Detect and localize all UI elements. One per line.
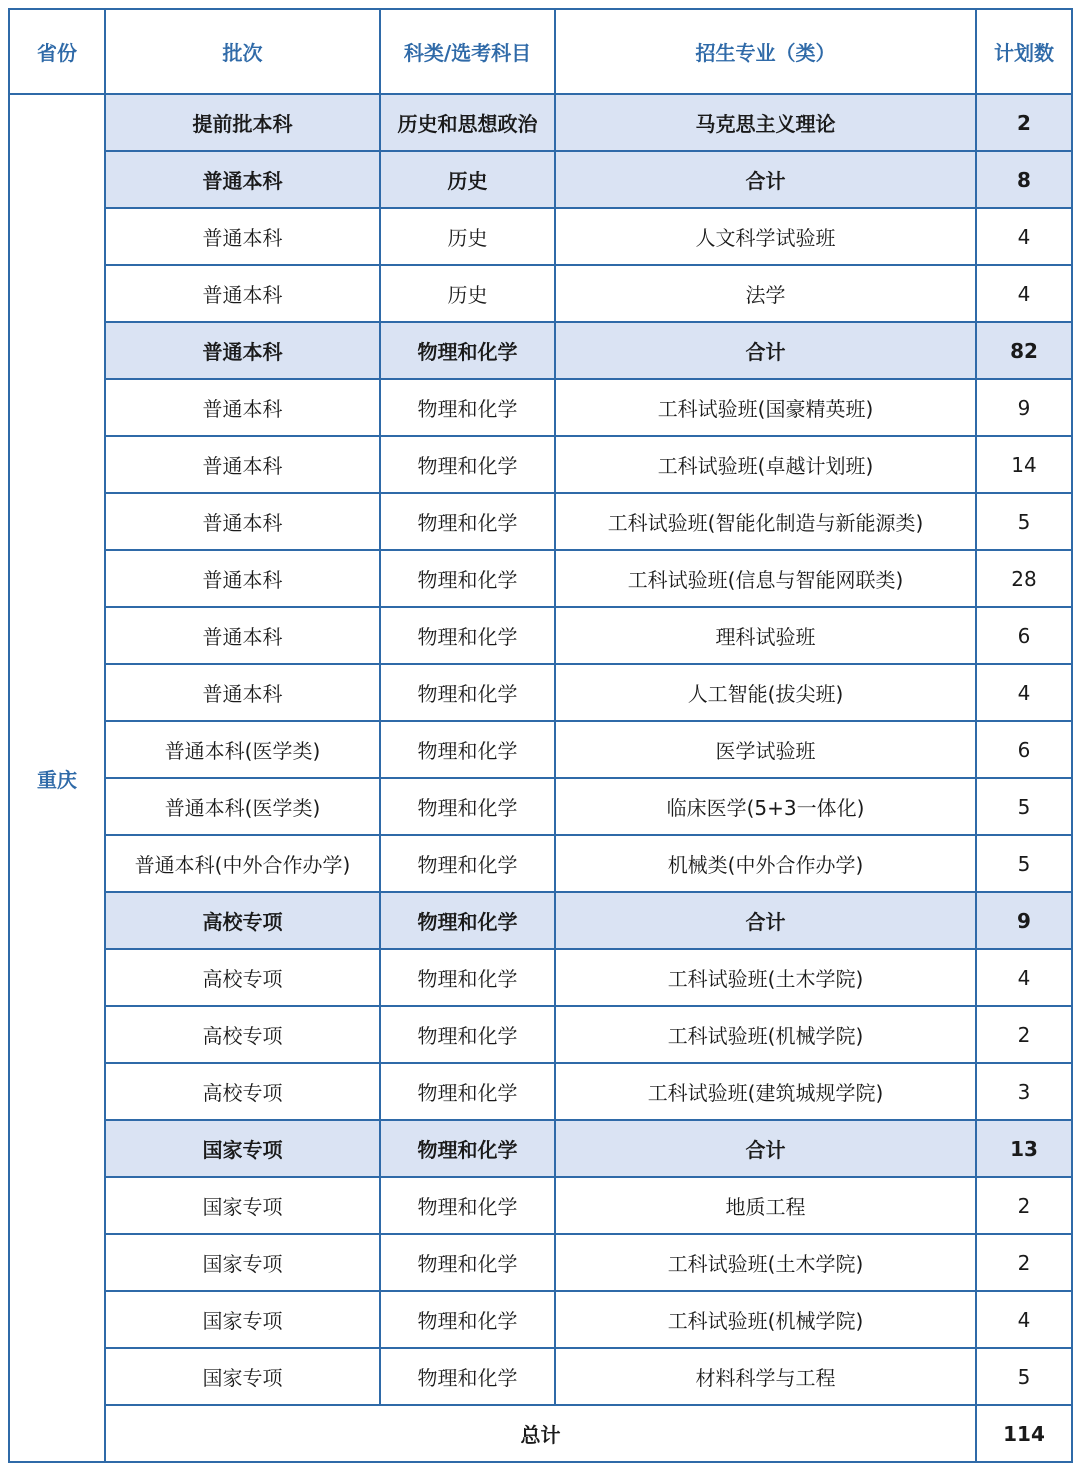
total-count: 114 — [976, 1405, 1072, 1462]
major-cell: 马克思主义理论 — [555, 94, 976, 151]
subject-cell: 物理和化学 — [380, 778, 555, 835]
count-cell: 4 — [976, 949, 1072, 1006]
major-cell: 理科试验班 — [555, 607, 976, 664]
major-cell: 工科试验班(信息与智能网联类) — [555, 550, 976, 607]
count-cell: 13 — [976, 1120, 1072, 1177]
major-cell: 工科试验班(建筑城规学院) — [555, 1063, 976, 1120]
major-cell: 工科试验班(国豪精英班) — [555, 379, 976, 436]
subject-cell: 物理和化学 — [380, 1234, 555, 1291]
batch-cell: 高校专项 — [105, 1006, 380, 1063]
subject-cell: 物理和化学 — [380, 1063, 555, 1120]
header-major: 招生专业（类） — [555, 9, 976, 94]
count-cell: 2 — [976, 1234, 1072, 1291]
major-cell: 材料科学与工程 — [555, 1348, 976, 1405]
table-row — [9, 550, 1072, 607]
table-row-subtotal — [9, 151, 1072, 208]
table-row-total — [9, 1405, 1072, 1462]
count-cell: 6 — [976, 607, 1072, 664]
table-row — [9, 436, 1072, 493]
batch-cell: 国家专项 — [105, 1177, 380, 1234]
count-cell: 2 — [976, 94, 1072, 151]
subject-cell: 物理和化学 — [380, 664, 555, 721]
major-cell: 医学试验班 — [555, 721, 976, 778]
subject-cell: 物理和化学 — [380, 379, 555, 436]
table-row — [9, 208, 1072, 265]
major-cell: 合计 — [555, 322, 976, 379]
table-row — [9, 1234, 1072, 1291]
subject-cell: 物理和化学 — [380, 1348, 555, 1405]
count-cell: 4 — [976, 265, 1072, 322]
batch-cell: 普通本科 — [105, 265, 380, 322]
subject-cell: 物理和化学 — [380, 949, 555, 1006]
table-row — [9, 1177, 1072, 1234]
batch-cell: 普通本科 — [105, 208, 380, 265]
batch-cell: 普通本科 — [105, 493, 380, 550]
batch-cell: 普通本科 — [105, 379, 380, 436]
batch-cell: 普通本科 — [105, 436, 380, 493]
count-cell: 8 — [976, 151, 1072, 208]
batch-cell: 高校专项 — [105, 949, 380, 1006]
count-cell: 3 — [976, 1063, 1072, 1120]
count-cell: 5 — [976, 835, 1072, 892]
major-cell: 工科试验班(土木学院) — [555, 949, 976, 1006]
major-cell: 工科试验班(卓越计划班) — [555, 436, 976, 493]
count-cell: 2 — [976, 1177, 1072, 1234]
table-row — [9, 778, 1072, 835]
table-header-row — [9, 9, 1072, 94]
batch-cell: 普通本科 — [105, 322, 380, 379]
table-row — [9, 1006, 1072, 1063]
enrollment-plan-table — [8, 8, 1073, 1463]
province-cell: 重庆 — [9, 94, 105, 1462]
table-row-subtotal — [9, 1120, 1072, 1177]
batch-cell: 普通本科 — [105, 664, 380, 721]
batch-cell: 国家专项 — [105, 1234, 380, 1291]
major-cell: 人文科学试验班 — [555, 208, 976, 265]
total-label: 总计 — [105, 1405, 976, 1462]
batch-cell: 普通本科 — [105, 607, 380, 664]
table-row — [9, 265, 1072, 322]
table-row — [9, 1348, 1072, 1405]
batch-cell: 高校专项 — [105, 1063, 380, 1120]
subject-cell: 物理和化学 — [380, 892, 555, 949]
subject-cell: 历史和思想政治 — [380, 94, 555, 151]
count-cell: 5 — [976, 1348, 1072, 1405]
table-row — [9, 721, 1072, 778]
count-cell: 9 — [976, 892, 1072, 949]
subject-cell: 物理和化学 — [380, 1120, 555, 1177]
count-cell: 82 — [976, 322, 1072, 379]
table-body — [9, 94, 1072, 1462]
count-cell: 5 — [976, 778, 1072, 835]
table-row — [9, 379, 1072, 436]
count-cell: 4 — [976, 208, 1072, 265]
major-cell: 合计 — [555, 892, 976, 949]
batch-cell: 普通本科(医学类) — [105, 778, 380, 835]
count-cell: 5 — [976, 493, 1072, 550]
subject-cell: 历史 — [380, 151, 555, 208]
header-province: 省份 — [9, 9, 105, 94]
header-batch: 批次 — [105, 9, 380, 94]
header-count: 计划数 — [976, 9, 1072, 94]
batch-cell: 国家专项 — [105, 1291, 380, 1348]
count-cell: 6 — [976, 721, 1072, 778]
major-cell: 合计 — [555, 151, 976, 208]
subject-cell: 物理和化学 — [380, 835, 555, 892]
table-row-subtotal — [9, 892, 1072, 949]
table-row — [9, 664, 1072, 721]
subject-cell: 历史 — [380, 208, 555, 265]
batch-cell: 普通本科 — [105, 151, 380, 208]
subject-cell: 历史 — [380, 265, 555, 322]
major-cell: 合计 — [555, 1120, 976, 1177]
count-cell: 4 — [976, 664, 1072, 721]
header-subject: 科类/选考科目 — [380, 9, 555, 94]
major-cell: 临床医学(5+3一体化) — [555, 778, 976, 835]
subject-cell: 物理和化学 — [380, 1006, 555, 1063]
major-cell: 工科试验班(机械学院) — [555, 1006, 976, 1063]
batch-cell: 国家专项 — [105, 1120, 380, 1177]
subject-cell: 物理和化学 — [380, 1291, 555, 1348]
table-row-subtotal — [9, 94, 1072, 151]
subject-cell: 物理和化学 — [380, 436, 555, 493]
major-cell: 机械类(中外合作办学) — [555, 835, 976, 892]
table-row-subtotal — [9, 322, 1072, 379]
batch-cell: 普通本科 — [105, 550, 380, 607]
major-cell: 工科试验班(智能化制造与新能源类) — [555, 493, 976, 550]
batch-cell: 普通本科(医学类) — [105, 721, 380, 778]
major-cell: 工科试验班(土木学院) — [555, 1234, 976, 1291]
subject-cell: 物理和化学 — [380, 1177, 555, 1234]
major-cell: 人工智能(拔尖班) — [555, 664, 976, 721]
table-row — [9, 1063, 1072, 1120]
count-cell: 9 — [976, 379, 1072, 436]
subject-cell: 物理和化学 — [380, 607, 555, 664]
count-cell: 14 — [976, 436, 1072, 493]
count-cell: 28 — [976, 550, 1072, 607]
count-cell: 4 — [976, 1291, 1072, 1348]
batch-cell: 高校专项 — [105, 892, 380, 949]
subject-cell: 物理和化学 — [380, 550, 555, 607]
count-cell: 2 — [976, 1006, 1072, 1063]
subject-cell: 物理和化学 — [380, 493, 555, 550]
major-cell: 地质工程 — [555, 1177, 976, 1234]
table-row — [9, 835, 1072, 892]
batch-cell: 提前批本科 — [105, 94, 380, 151]
table-row — [9, 1291, 1072, 1348]
batch-cell: 普通本科(中外合作办学) — [105, 835, 380, 892]
batch-cell: 国家专项 — [105, 1348, 380, 1405]
subject-cell: 物理和化学 — [380, 721, 555, 778]
major-cell: 工科试验班(机械学院) — [555, 1291, 976, 1348]
table-row — [9, 607, 1072, 664]
table-row — [9, 493, 1072, 550]
major-cell: 法学 — [555, 265, 976, 322]
subject-cell: 物理和化学 — [380, 322, 555, 379]
table-row — [9, 949, 1072, 1006]
